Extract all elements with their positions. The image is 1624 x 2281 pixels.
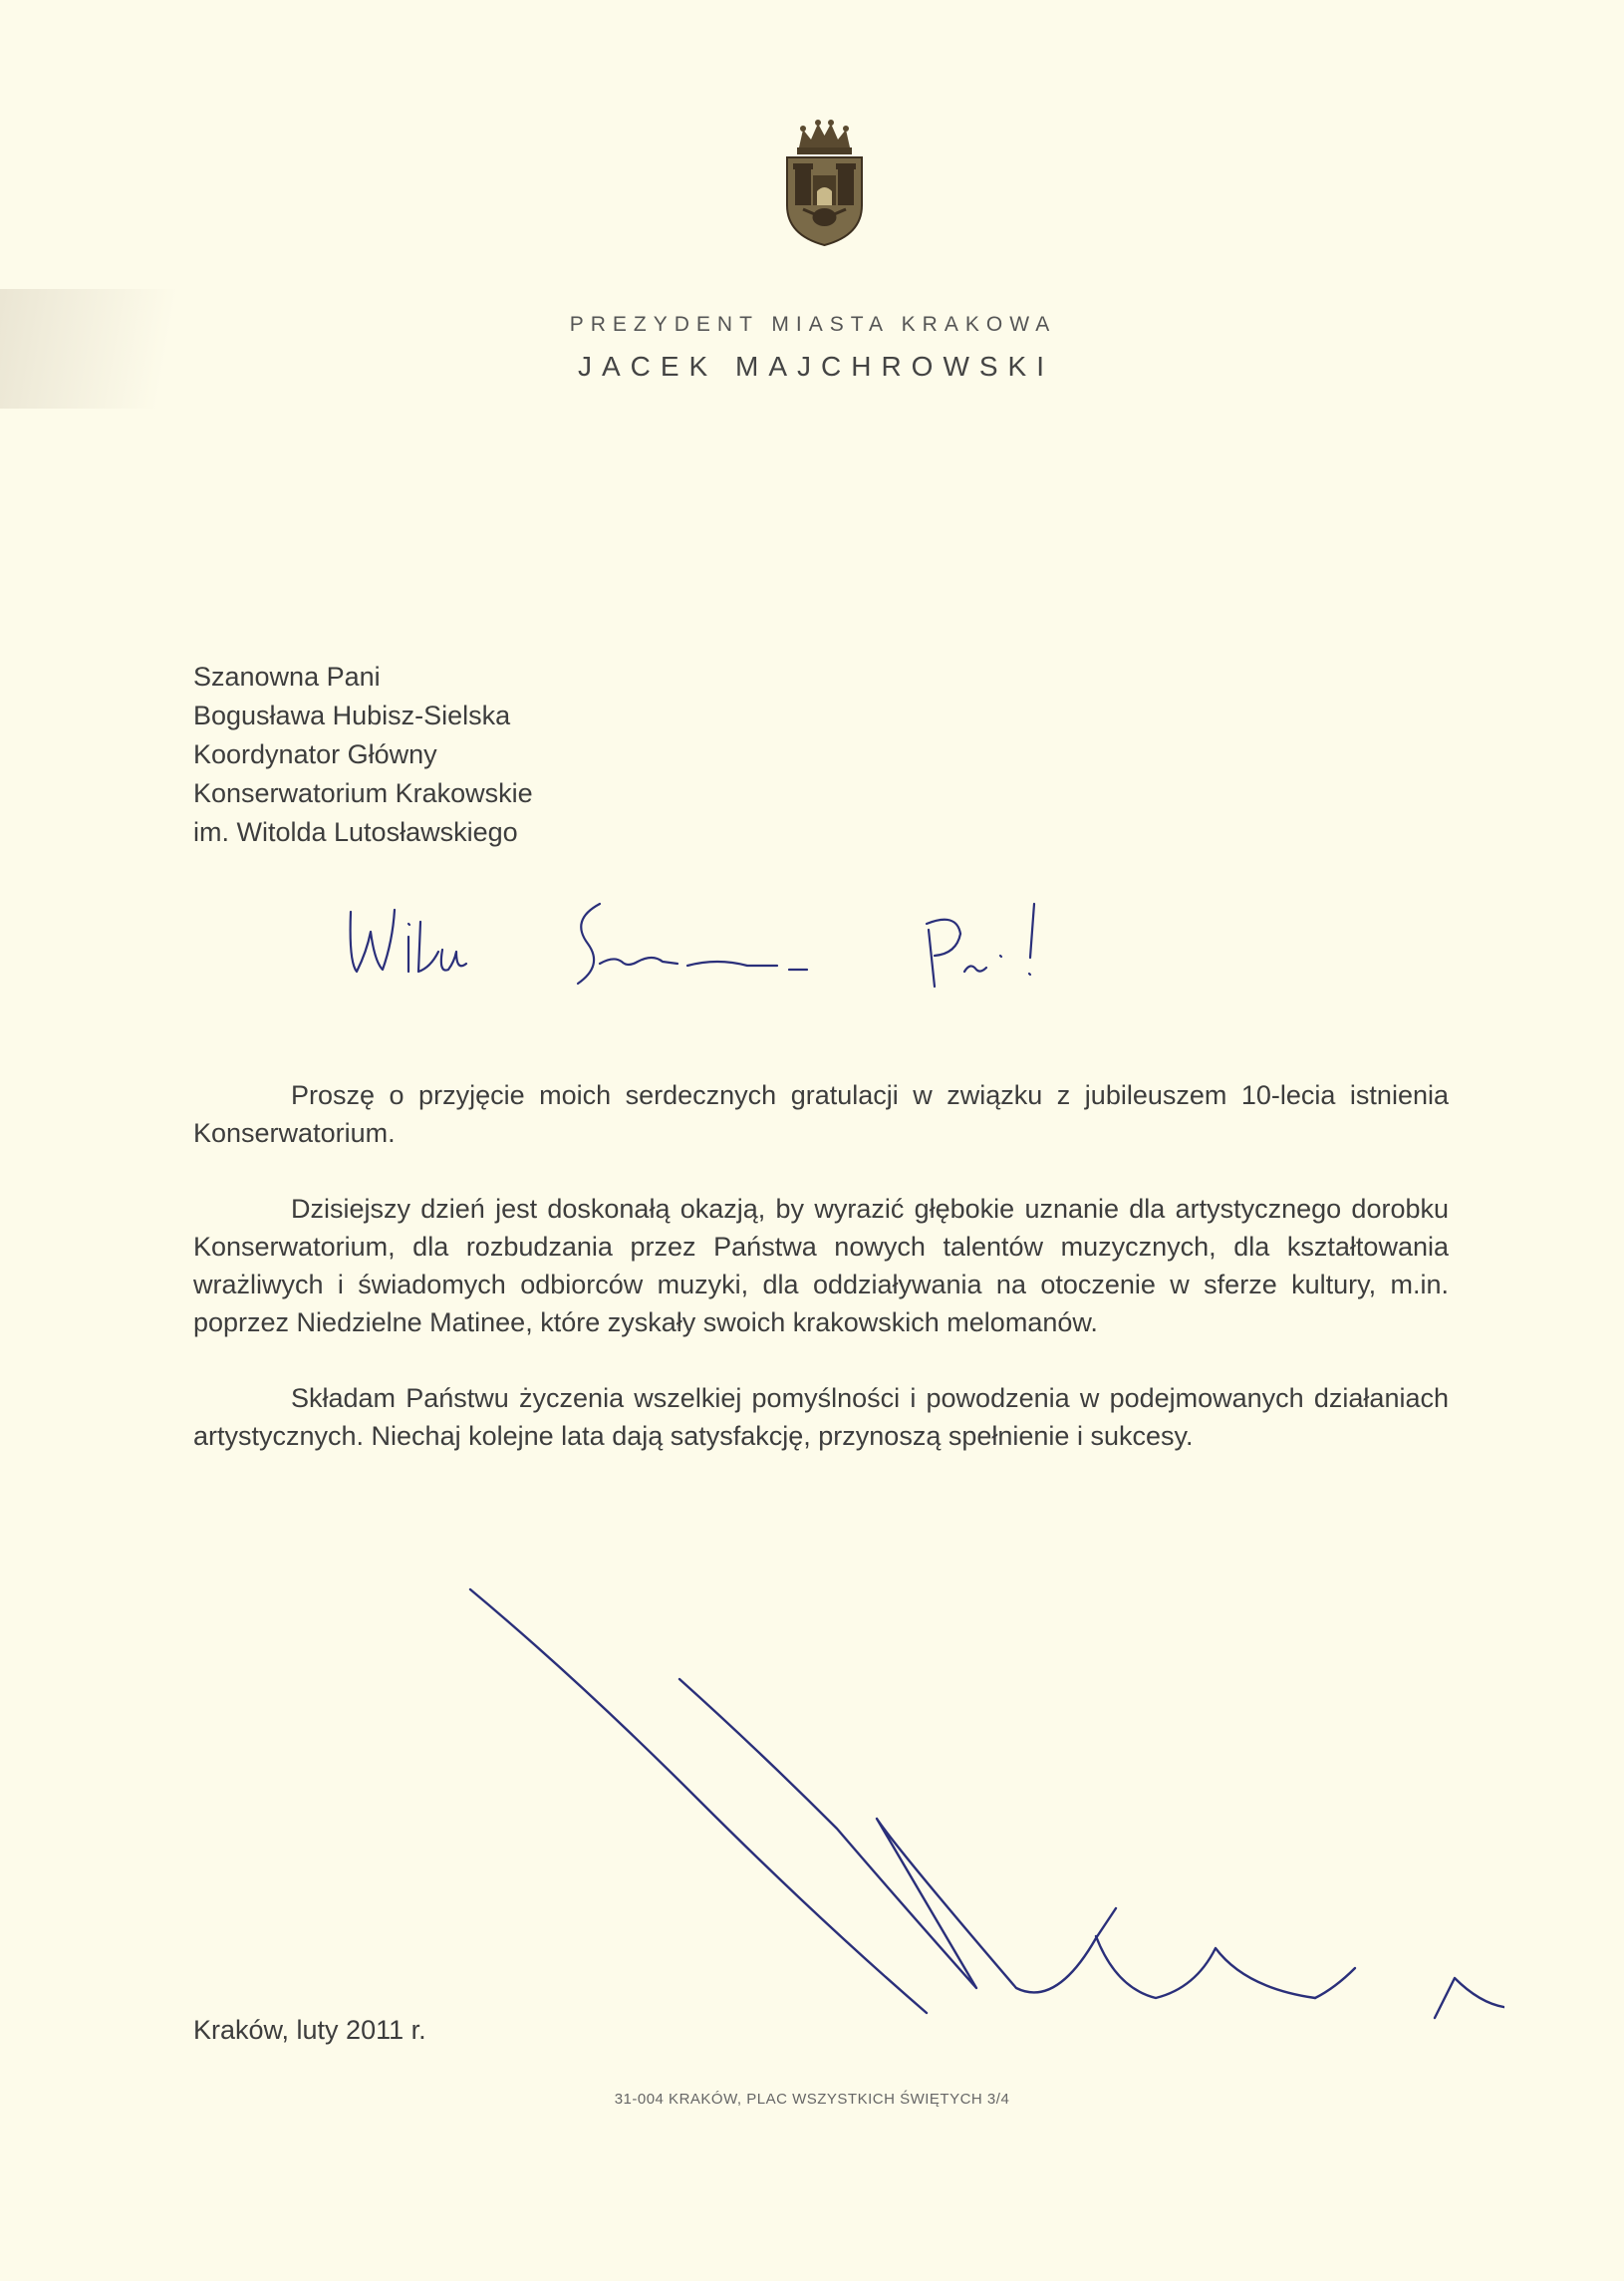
footer-address: 31-004 KRAKÓW, PLAC WSZYSTKICH ŚWIĘTYCH 3/4: [614, 2091, 1010, 2108]
letterhead-office: PREZYDENT MIASTA KRAKOWA: [569, 313, 1057, 336]
body-paragraph: Składam Państwu życzenia wszelkiej pomyślności i powodzenia w podejmowanych działaniach artystycznych. Niechaj kolejne lata dają satysfakcję, przynoszą spełnienie i sukcesy.: [193, 1383, 1449, 1451]
recipient-line: Szanowna Pani: [193, 662, 381, 692]
body-paragraph: Proszę o przyjęcie moich serdecznych gratulacji w związku z jubileuszem 10-lecia istnienia Konserwatorium.: [193, 1080, 1449, 1148]
handwritten-signature: [458, 1569, 1504, 2048]
letterhead-name: JACEK MAJCHROWSKI: [577, 351, 1055, 382]
letter-body: [193, 1076, 1449, 1493]
body-paragraph: Dzisiejszy dzień jest doskonałą okazją, by wyrazić głębokie uznanie dla artystycznego dorobku Konserwatorium, dla rozbudzania przez Państwa nowych talentów muzycznych, dla kształtowania wrażliwych i świadomych odbiorców muzyki, dla oddziaływania na otoczenie w sferze kultury, m.in. poprzez Niedzielne Matinee, które zyskały swoich krakowskich melomanów.: [193, 1194, 1449, 1337]
handwritten-greeting: [339, 892, 1116, 1011]
place-and-date: Kraków, luty 2011 r.: [193, 2015, 426, 2045]
recipient-line: im. Witolda Lutosławskiego: [193, 817, 518, 847]
recipient-line: Konserwatorium Krakowskie: [193, 778, 533, 808]
recipient-address: [193, 658, 533, 852]
krakow-coat-of-arms-icon: [777, 118, 872, 247]
recipient-line: Bogusława Hubisz-Sielska: [193, 701, 511, 730]
recipient-line: Koordynator Główny: [193, 739, 437, 769]
paper-shadow: [0, 289, 189, 409]
